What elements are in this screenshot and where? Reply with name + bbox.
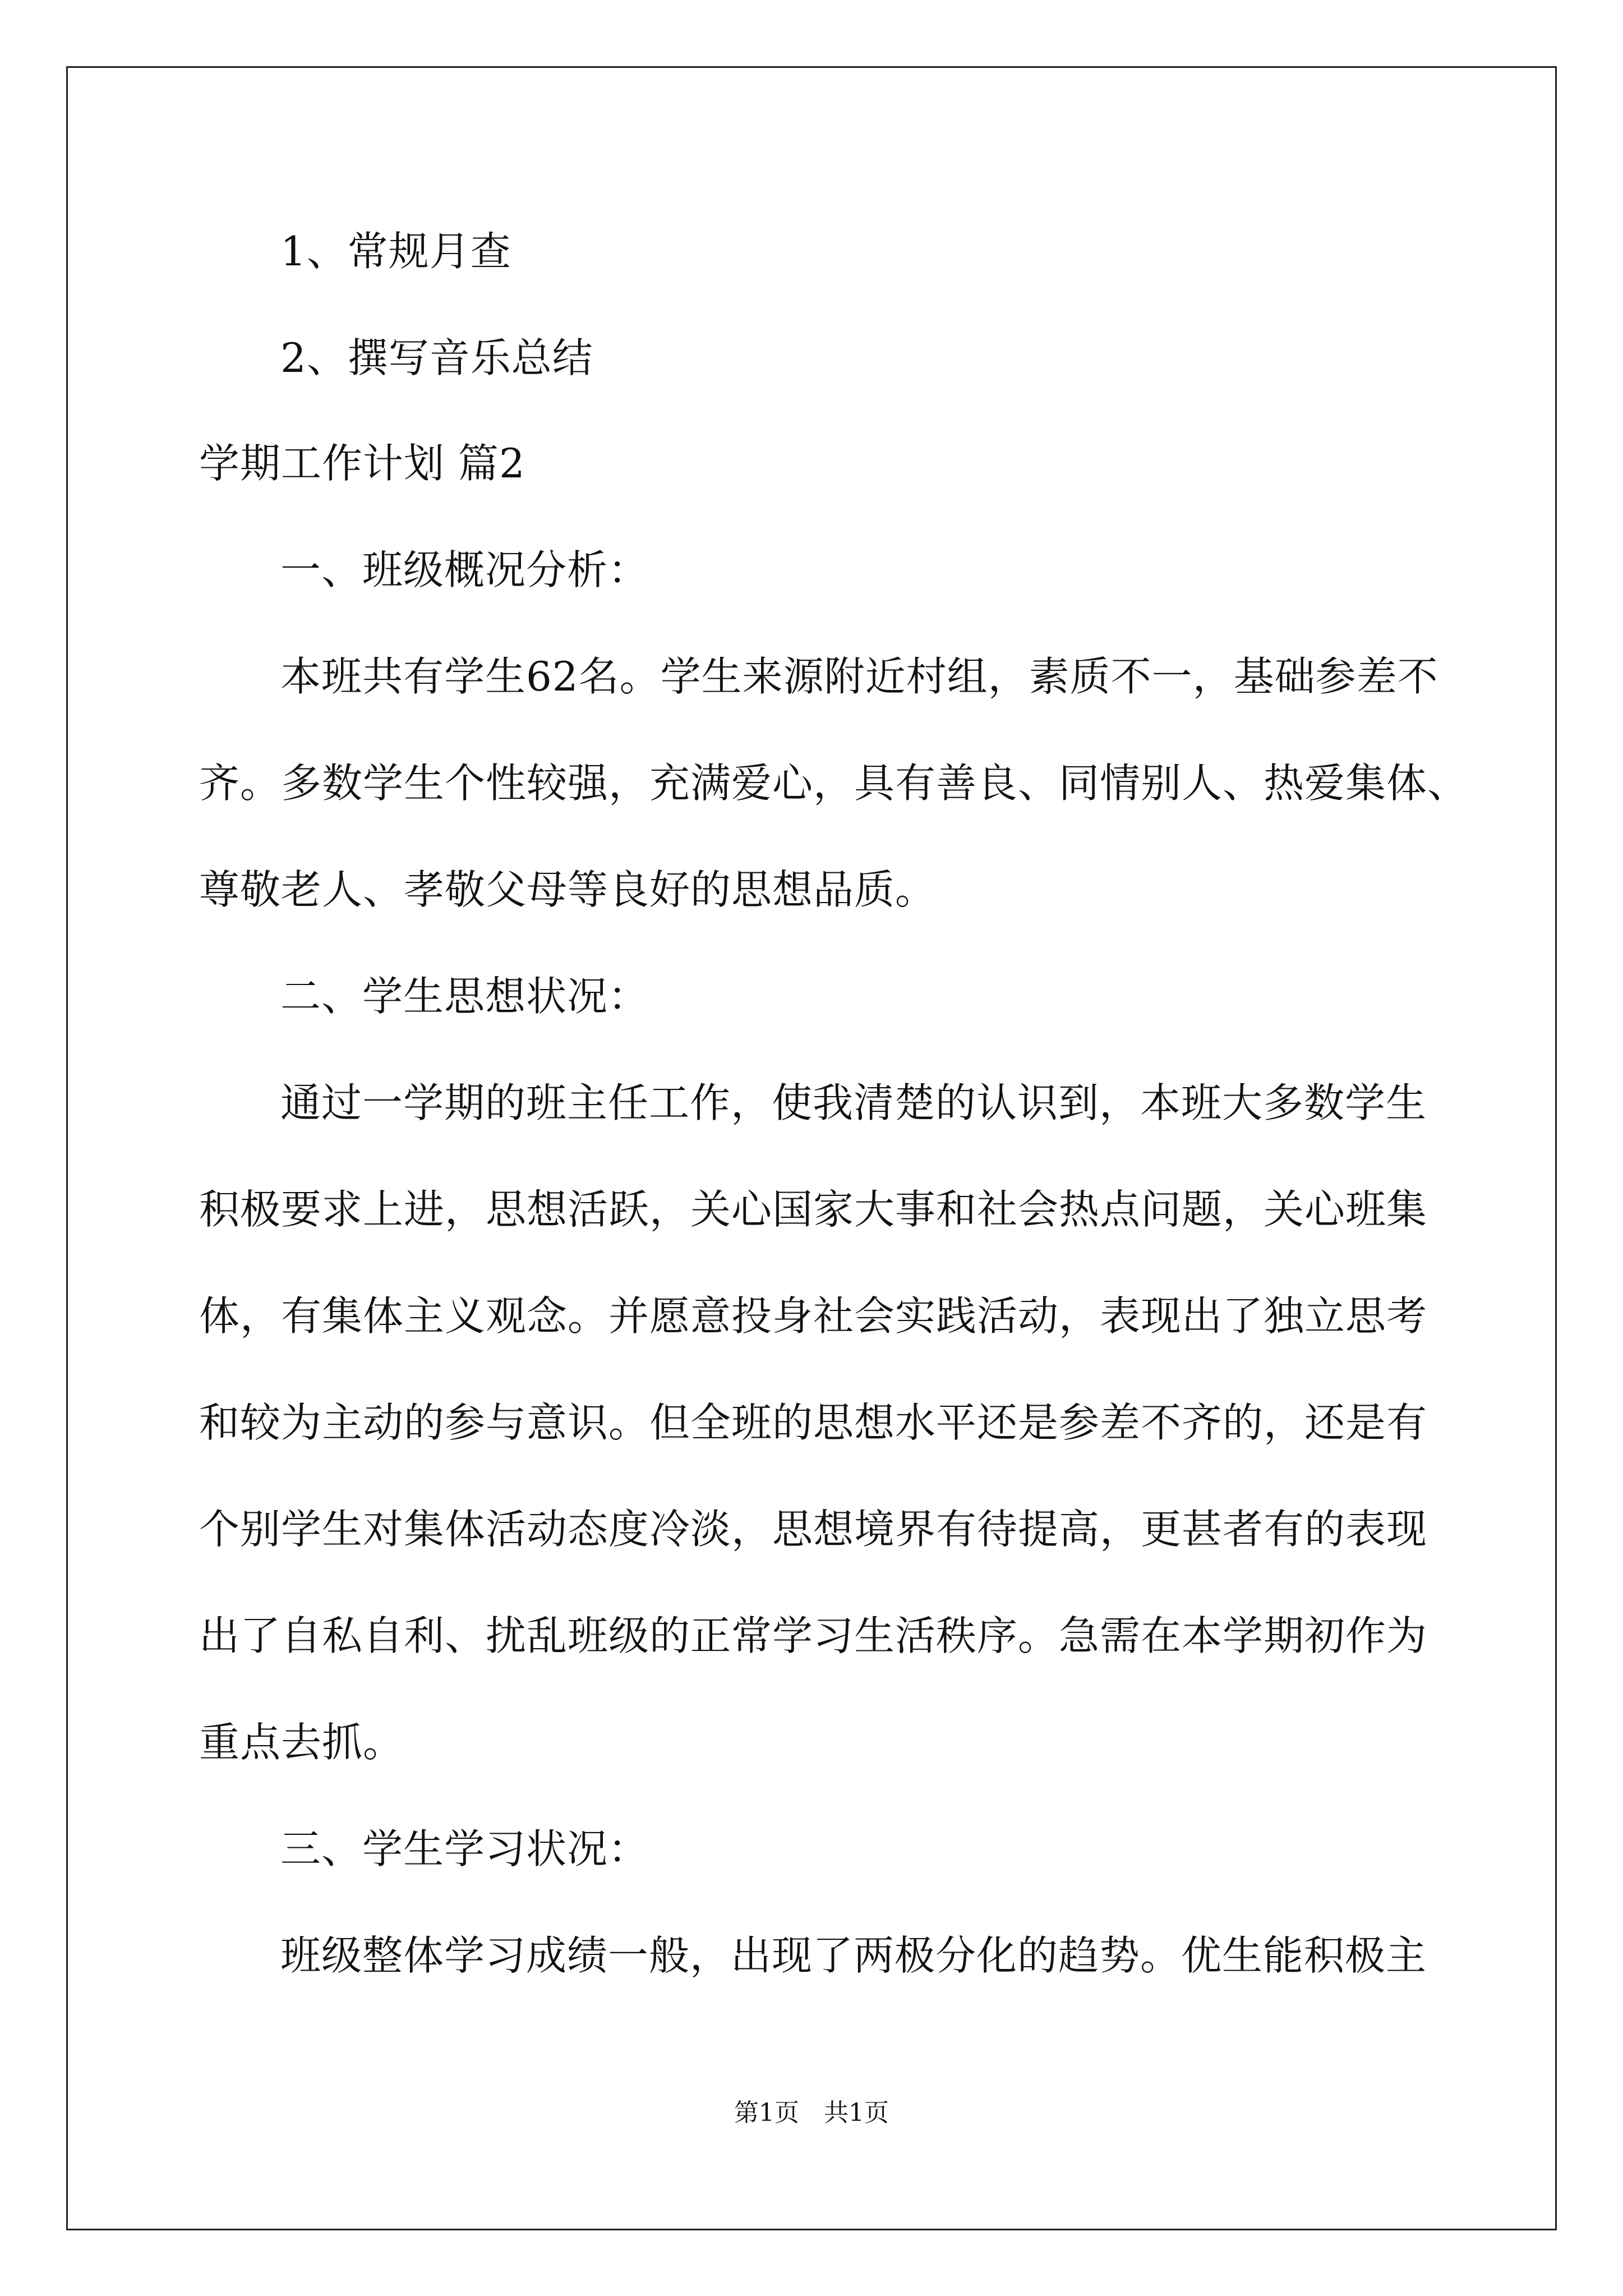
heading-student-thought: 二、学生思想状况： xyxy=(280,973,649,1020)
page-border xyxy=(66,66,1557,2230)
list-item-music-summary: 2、撰写音乐总结 xyxy=(280,334,593,381)
paragraph-line: 班级整体学习成绩一般，出现了两极分化的趋势。优生能积极主 xyxy=(280,1932,1427,1979)
paragraph-line: 个别学生对集体活动态度冷淡，思想境界有待提高，更甚者有的表现 xyxy=(199,1506,1428,1553)
paragraph-line: 体，有集体主义观念。并愿意投身社会实践活动，表现出了独立思考 xyxy=(199,1292,1428,1340)
paragraph-line: 积极要求上进，思想活跃，关心国家大事和社会热点问题，关心班集 xyxy=(199,1186,1428,1233)
section-title: 学期工作计划 篇2 xyxy=(199,440,525,487)
paragraph-line: 本班共有学生62名。学生来源附近村组，素质不一，基础参差不 xyxy=(280,653,1438,700)
page-footer: 第1页 共1页 xyxy=(734,2099,889,2127)
paragraph-line: 通过一学期的班主任工作，使我清楚的认识到，本班大多数学生 xyxy=(280,1079,1427,1126)
paragraph-line: 和较为主动的参与意识。但全班的思想水平还是参差不齐的，还是有 xyxy=(199,1399,1428,1446)
paragraph-line: 出了自私自利、扰乱班级的正常学习生活秩序。急需在本学期初作为 xyxy=(199,1612,1428,1659)
paragraph-line: 尊敬老人、孝敬父母等良好的思想品质。 xyxy=(199,866,937,913)
list-item-monthly-check: 1、常规月查 xyxy=(280,228,511,275)
heading-student-study: 三、学生学习状况： xyxy=(280,1825,649,1872)
paragraph-line: 齐。多数学生个性较强，充满爱心，具有善良、同情别人、热爱集体、 xyxy=(199,760,1469,807)
paragraph-line: 重点去抓。 xyxy=(199,1719,404,1766)
heading-class-overview: 一、班级概况分析： xyxy=(280,546,649,593)
